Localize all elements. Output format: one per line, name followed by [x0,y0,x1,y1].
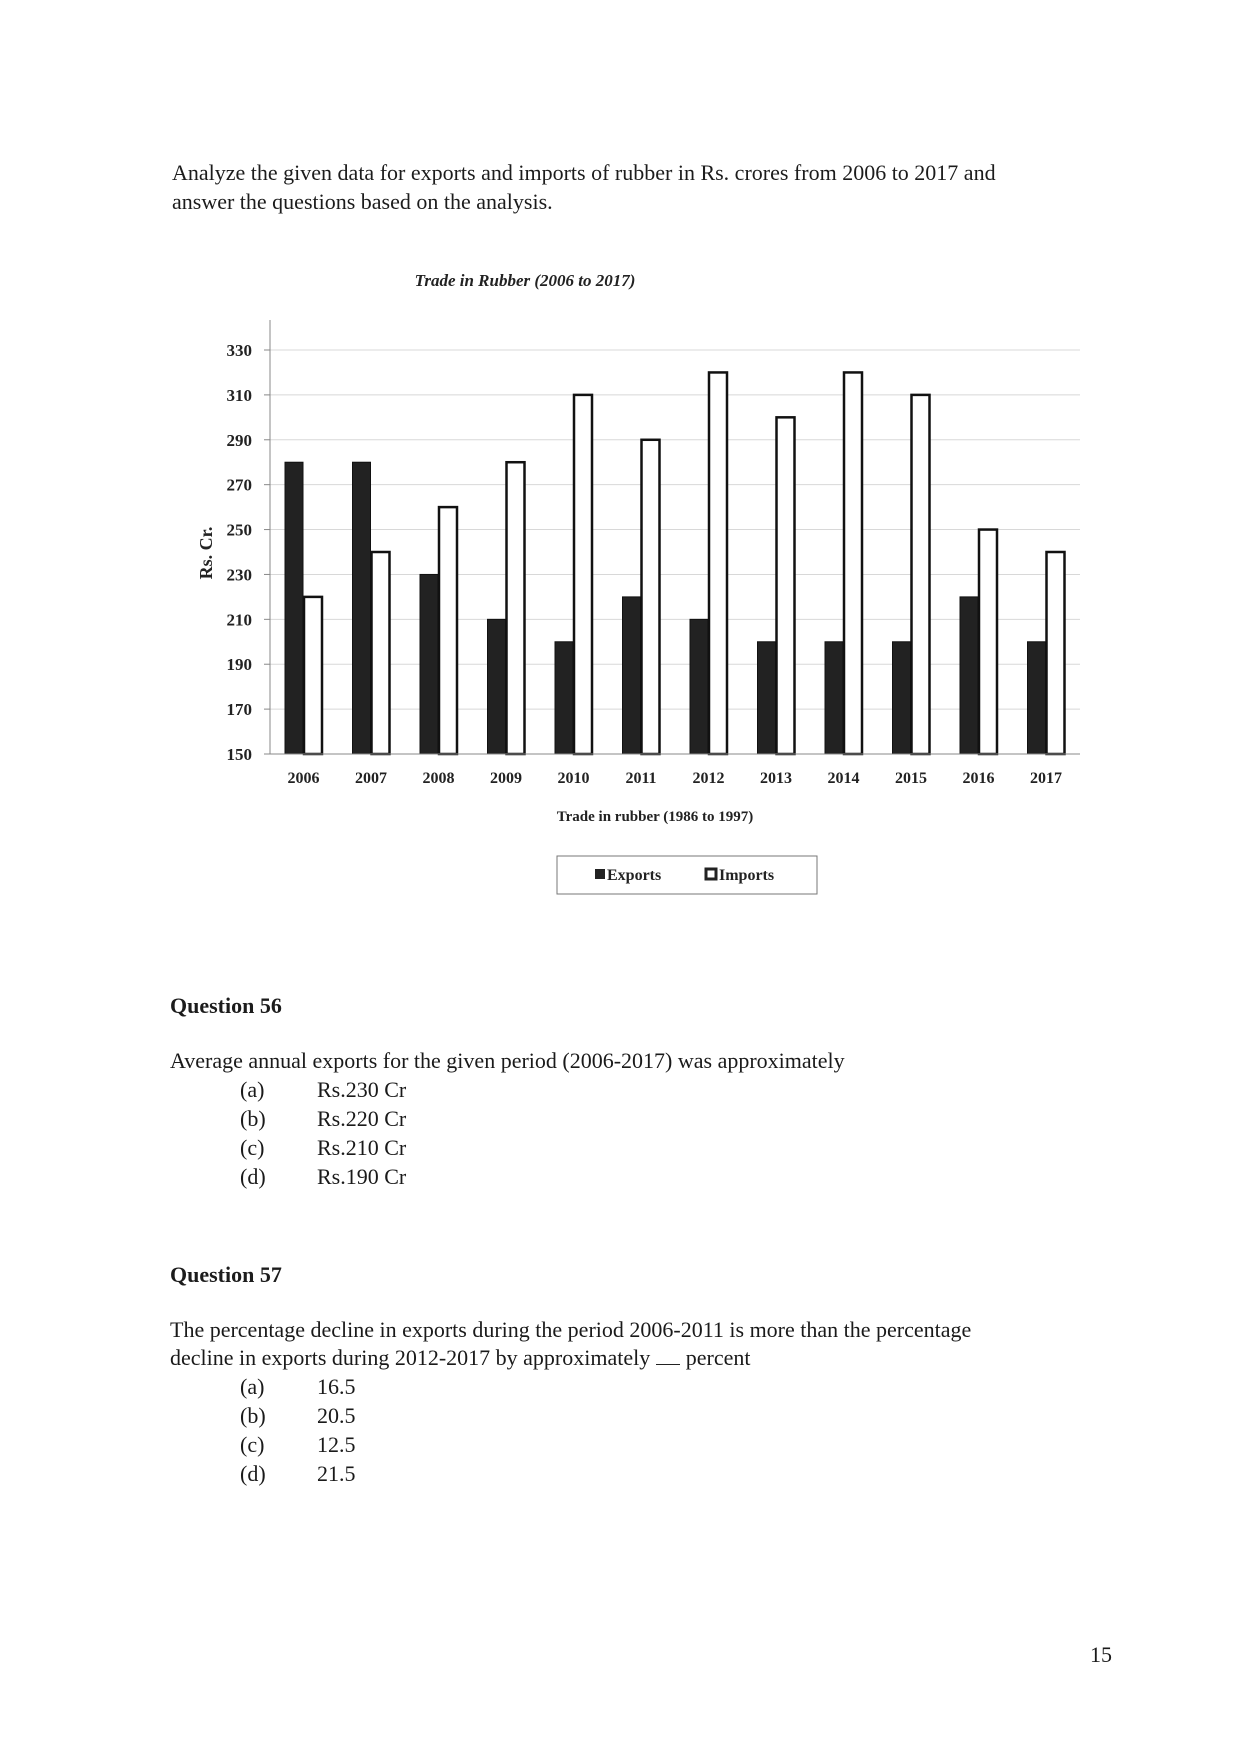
bar-imports-2009 [507,462,525,754]
option: (b) Rs.220 Cr [240,1106,407,1131]
bar-imports-2014 [844,372,862,754]
bar-exports-2006 [285,462,303,754]
x-tick-label: 2015 [895,770,927,787]
x-tick-label: 2013 [760,770,792,787]
y-axis-label: Rs. Cr. [196,526,216,580]
bar-exports-2011 [623,597,641,754]
trade-in-rubber-chart [170,268,1090,908]
bar-exports-2013 [758,642,776,754]
bar-imports-2013 [777,417,795,754]
legend [557,856,817,894]
legend-imports-label: Imports [719,867,775,884]
question-57-text-line-1: The percentage decline in exports during the period 2006-2011 is more than the percentage [170,1317,972,1342]
x-tick-label: 2010 [557,770,590,787]
option: (d) Rs.190 Cr [240,1164,407,1189]
gridlines [270,350,1080,709]
intro-line-2: answer the questions based on the analysis. [172,189,553,214]
x-tick-label: 2012 [692,770,725,787]
legend-exports-label: Exports [607,867,662,884]
x-tick-label: 2016 [962,770,995,787]
option: (c) Rs.210 Cr [240,1135,407,1160]
bar-exports-2016 [960,597,978,754]
option: (a) Rs.230 Cr [240,1077,407,1102]
intro-line-1: Analyze the given data for exports and imports of rubber in Rs. crores from 2006 to 2017 and [172,160,996,185]
bar-imports-2011 [642,440,660,754]
question-56-text: Average annual exports for the given period (2006-2017) was approximately [170,1048,845,1073]
y-tick-label: 310 [226,385,252,405]
question-56-options [170,1075,1130,1191]
y-tick-label: 230 [226,565,252,585]
bars [285,372,1065,754]
x-axis-label: Trade in rubber (1986 to 1997) [556,809,754,825]
y-axis-ticks [227,341,271,764]
bar-imports-2012 [709,372,727,754]
y-tick-label: 150 [226,745,252,764]
x-tick-label: 2007 [355,770,387,787]
y-tick-label: 330 [226,341,252,360]
bar-exports-2007 [353,462,371,754]
x-tick-label: 2011 [625,770,657,787]
bar-exports-2010 [555,642,573,754]
bar-exports-2015 [893,642,911,754]
bar-exports-2009 [488,619,506,754]
option: (c) 12.5 [240,1432,356,1457]
option: (d) 21.5 [240,1461,356,1486]
y-tick-label: 250 [226,520,252,540]
y-tick-label: 210 [226,610,252,630]
question-57-text-line-2: decline in exports during 2012-2017 by approximately percent [170,1345,751,1370]
x-tick-label: 2006 [287,770,320,787]
page-number: 15 [1090,1642,1112,1667]
bar-imports-2016 [979,530,997,754]
y-tick-label: 190 [226,655,252,675]
legend-exports-swatch [595,869,605,879]
bar-imports-2008 [439,507,457,754]
option: (a) 16.5 [240,1374,356,1399]
y-tick-label: 270 [226,475,252,495]
question-56-title: Question 56 [170,993,282,1018]
bar-exports-2012 [690,619,708,754]
x-tick-label: 2014 [827,770,860,787]
x-tick-label: 2017 [1030,770,1062,787]
bar-imports-2007 [372,552,390,754]
answer-blank [656,1346,680,1365]
bar-imports-2015 [912,395,930,754]
question-56 [170,993,1130,1191]
x-tick-label: 2008 [422,770,455,787]
question-57-title: Question 57 [170,1262,282,1287]
question-57-options [170,1372,1130,1488]
intro-paragraph [172,158,1122,216]
option: (b) 20.5 [240,1403,356,1428]
y-tick-label: 170 [226,700,252,720]
x-tick-label: 2009 [490,770,522,787]
question-57 [170,1262,1130,1488]
chart-title: Trade in Rubber (2006 to 2017) [414,271,636,290]
legend-imports-swatch [706,869,716,879]
bar-imports-2017 [1047,552,1065,754]
bar-exports-2017 [1028,642,1046,754]
bar-exports-2008 [420,574,438,754]
bar-exports-2014 [825,642,843,754]
y-tick-label: 290 [226,430,252,450]
x-axis-ticks [288,770,1063,787]
bar-imports-2010 [574,395,592,754]
bar-imports-2006 [304,597,322,754]
